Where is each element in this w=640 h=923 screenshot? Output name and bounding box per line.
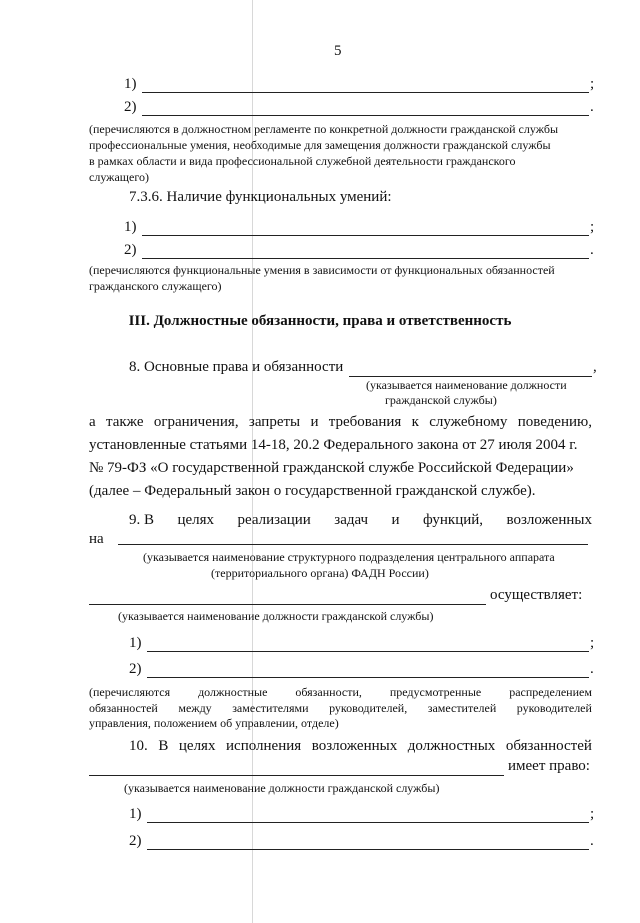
note-line: гражданского служащего) [89,279,222,293]
note-line: в рамках области и вида профессиональной служебной деятельности гражданского [89,154,516,168]
blank-line [89,604,486,605]
field-hint: (территориального органа) ФАДН России) [211,566,429,580]
list-item-end: ; [590,219,595,235]
word: также [105,414,144,430]
word: между [178,701,212,715]
list-item-number: 2) [124,99,137,115]
list-item-end: . [590,833,594,849]
word: запреты [248,414,301,430]
field-hint: (указывается наименование должности [366,378,567,392]
list-item-end: . [590,661,594,677]
justified-line [89,701,592,716]
word: требования [328,414,402,430]
list-item-number: 2) [124,242,137,258]
page-number: 5 [334,43,342,59]
body-line: (далее – Федеральный закон о государственной гражданской службе). [89,483,536,499]
word: В [158,738,169,754]
chapter-title: III. Должностные обязанности, права и ответственность [128,313,512,329]
list-item-end: ; [590,76,595,92]
word: на [89,531,104,547]
blank-line [118,544,588,545]
word: 9. В [129,512,155,528]
word: осуществляет: [490,587,583,603]
justified-line [89,685,592,700]
list-item-number: 1) [129,806,142,822]
word: и [391,512,400,528]
word: должностных [407,738,496,754]
blank-line [142,258,589,259]
word: исполнения [226,738,302,754]
body-line: № 79-ФЗ «О государственной гражданской службе Российской Федерации» [89,460,574,476]
word: к [411,414,419,430]
word: обязанности, [295,685,362,699]
note-line: (перечисляются в должностном регламенте по конкретной должности гражданской службы [89,122,559,136]
list-item-number: 2) [129,833,142,849]
list-item-number: 1) [129,635,142,651]
list-item-end: ; [590,806,595,822]
word: ограничения, [153,414,239,430]
justified-line [89,414,592,431]
list-item-end: ; [590,635,595,651]
note-line: управления, положением об управлении, отделе) [89,716,339,730]
field-hint: (указывается наименование должности гражданской службы) [124,781,440,795]
blank-line [147,849,589,850]
punct: , [593,359,597,375]
note-line: (перечисляются функциональные умения в зависимости от функциональных обязанностей [89,263,555,277]
word: а [89,414,96,430]
list-item-number: 1) [124,76,137,92]
field-hint: (указывается наименование должности гражданской службы) [118,609,434,623]
note-line: профессиональные умения, необходимые для замещения должности гражданской службы [89,138,551,152]
word: целях [177,512,215,528]
word: задач [334,512,369,528]
list-item-end: . [590,242,594,258]
word: возложенных [506,512,592,528]
blank-line [142,92,589,93]
justified-line [129,512,592,529]
word: целях [178,738,216,754]
word: руководителей, [329,701,408,715]
word: должностные [198,685,268,699]
word: функций, [423,512,484,528]
word: заместителями [232,701,309,715]
list-item-number: 2) [129,661,142,677]
blank-line [147,677,589,678]
word: возложенных [311,738,398,754]
blank-line [147,822,589,823]
word: 10. [129,738,148,754]
section-lead: 8. Основные права и обязанности [129,359,344,375]
word: (перечисляются [89,685,171,699]
justified-line [129,738,592,755]
field-hint: гражданской службы) [385,393,497,407]
body-line: установленные статьями 14-18, 20.2 Федерального закона от 27 июля 2004 г. [89,437,578,453]
blank-line [142,235,589,236]
field-hint: (указывается наименование структурного подразделения центрального аппарата [143,550,555,564]
blank-line [89,775,504,776]
word: и [310,414,319,430]
blank-line [147,651,589,652]
word: имеет право: [508,758,590,774]
blank-line [349,376,592,377]
word: поведению, [517,414,592,430]
word: реализации [237,512,311,528]
word: распределением [509,685,592,699]
word: предусмотренные [389,685,482,699]
list-item-end: . [590,99,594,115]
note-line: служащего) [89,170,149,184]
word: служебному [429,414,508,430]
section-heading: 7.3.6. Наличие функциональных умений: [129,189,392,205]
word: обязанностей [89,701,158,715]
blank-line [142,115,589,116]
word: заместителей [427,701,497,715]
word: обязанностей [505,738,592,754]
word: руководителей [516,701,592,715]
list-item-number: 1) [124,219,137,235]
